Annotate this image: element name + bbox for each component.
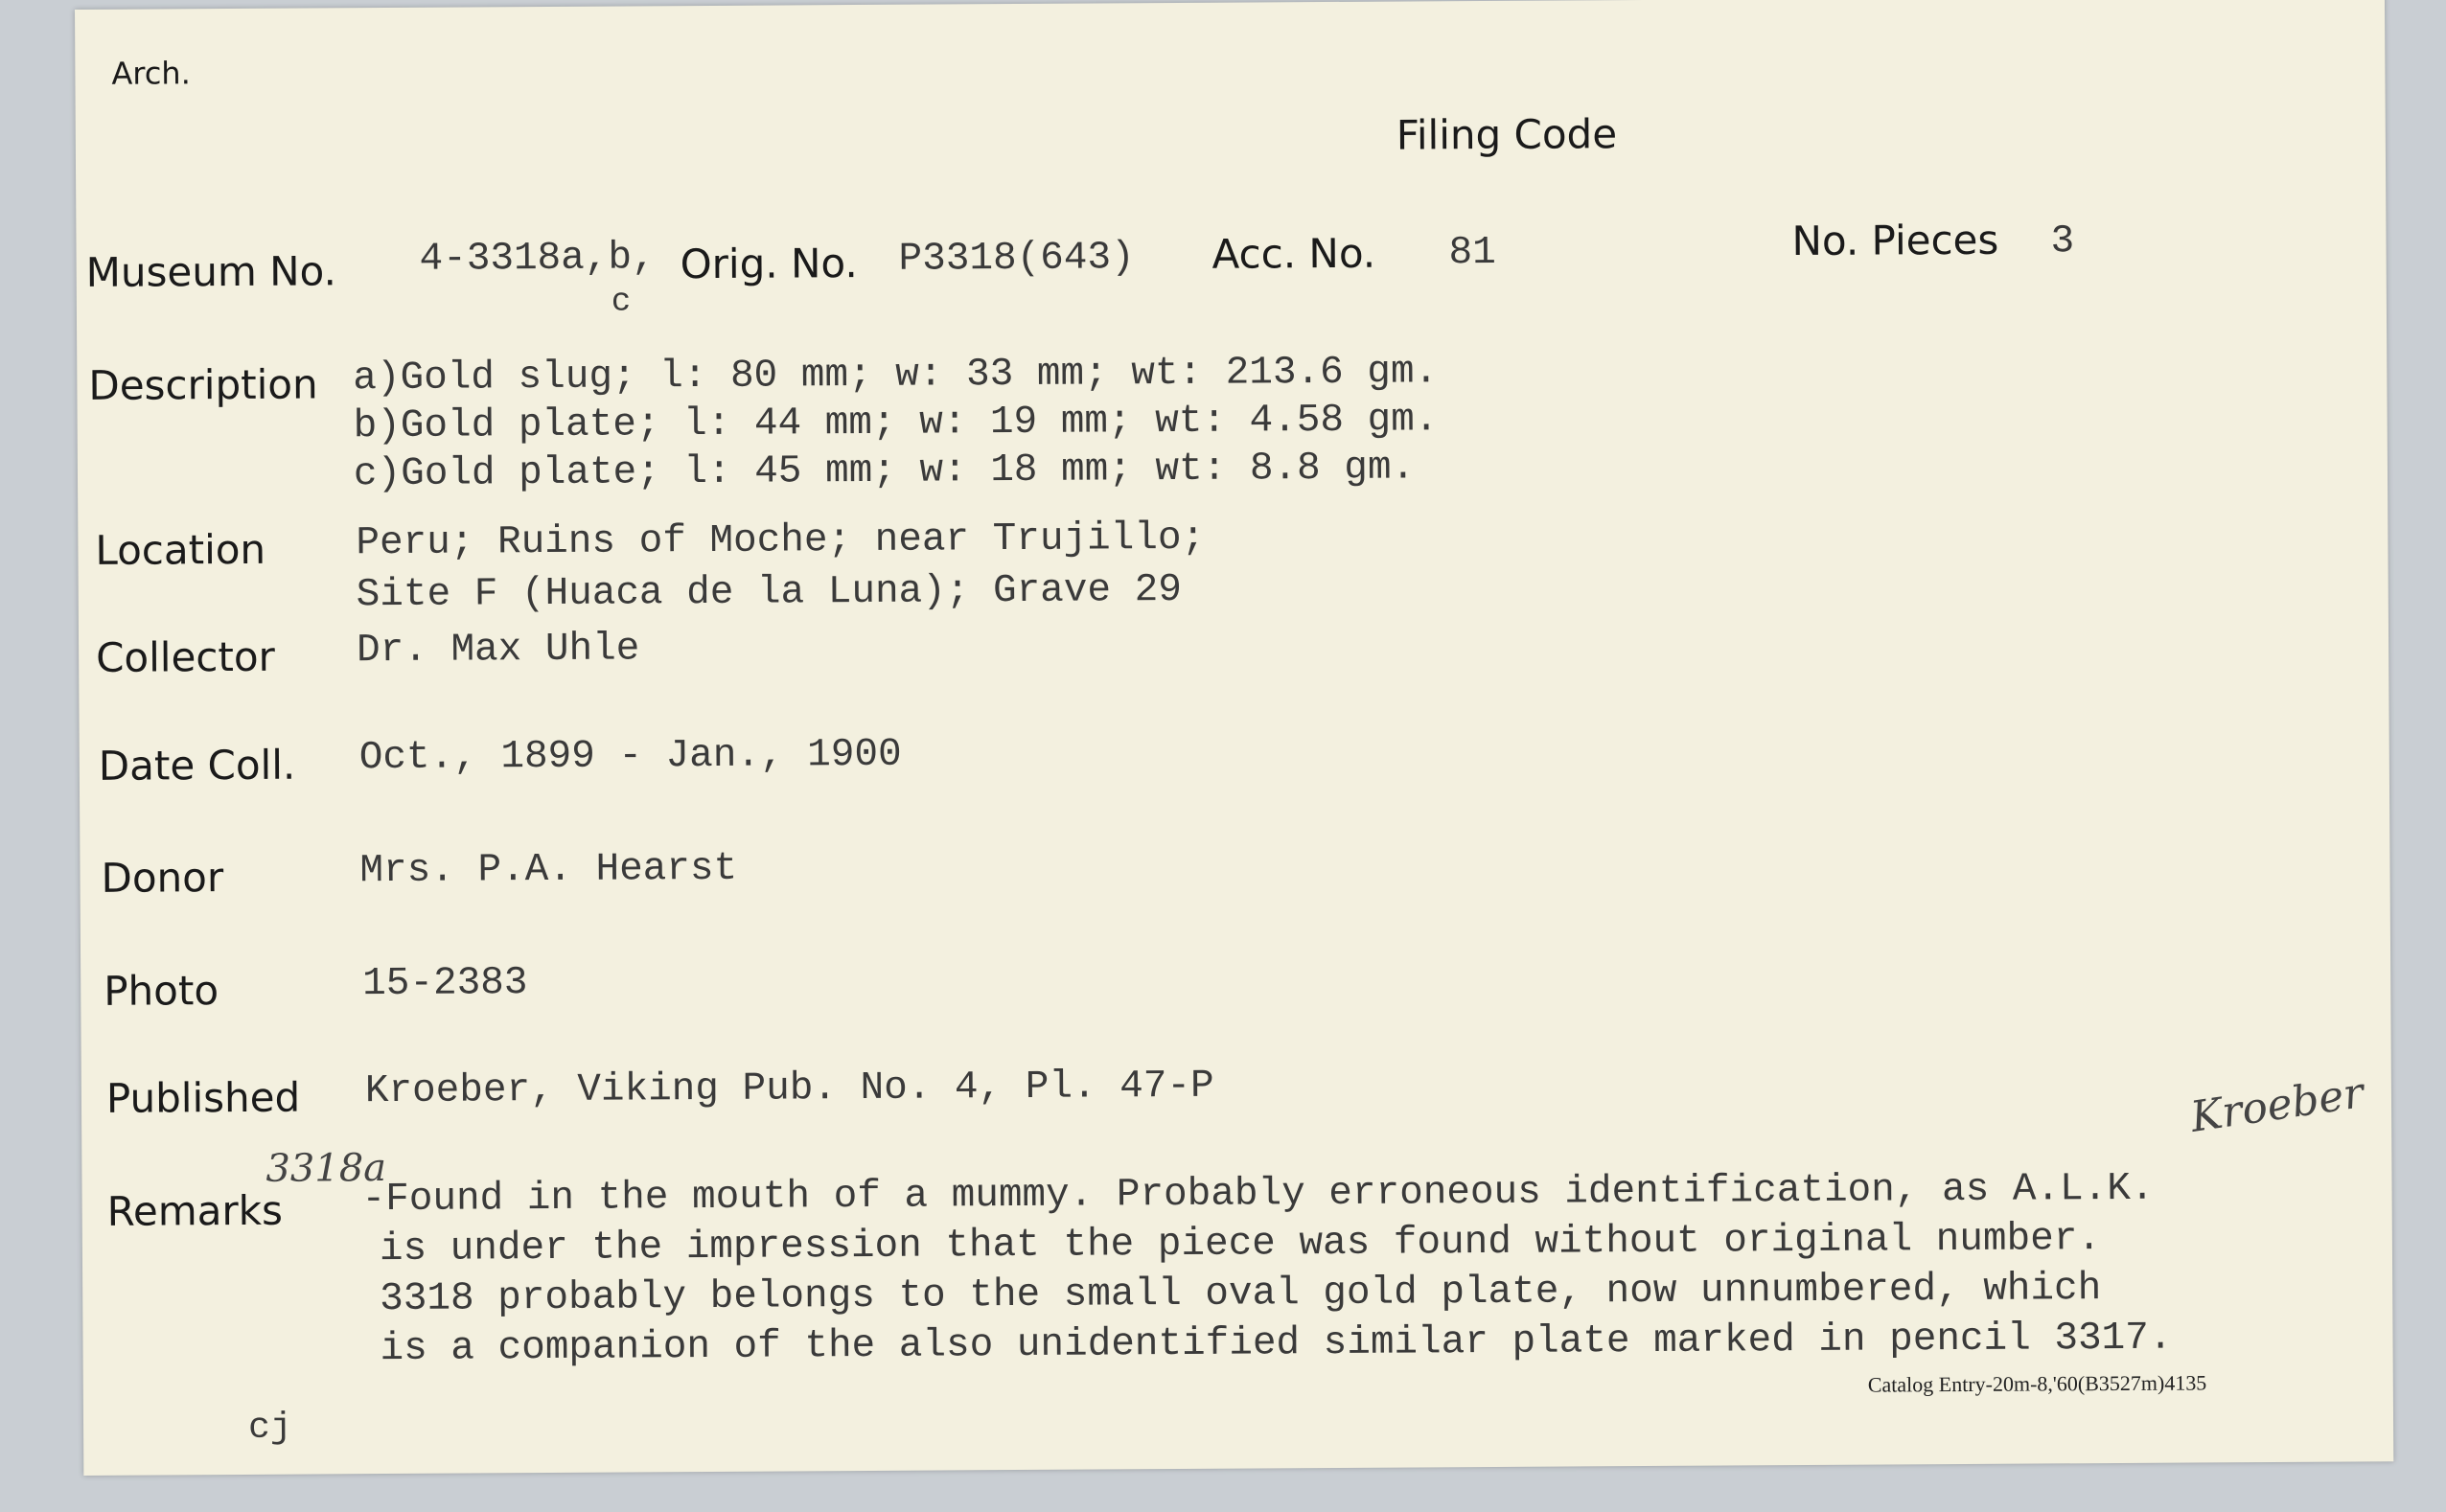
remarks-handwritten-number: 3318a	[265, 1146, 387, 1191]
museum-no-value: 4-3318a,b,	[419, 236, 656, 282]
orig-no-value: P3318(643)	[898, 236, 1135, 282]
description-label: Description	[88, 360, 318, 409]
remarks-line: 3318 probably belongs to the small oval gold plate, now unnumbered, which	[380, 1267, 2102, 1322]
published-value: Kroeber, Viking Pub. No. 4, Pl. 47-P	[364, 1064, 1214, 1114]
location-lines	[356, 513, 1205, 621]
location-line: Site F (Huaca de la Luna); Grave 29	[356, 567, 1183, 618]
catalog-card	[75, 0, 2393, 1476]
collector-label: Collector	[95, 632, 276, 681]
donor-label: Donor	[101, 854, 224, 902]
photo-label: Photo	[104, 967, 219, 1015]
print-code: Catalog Entry-20m-8,'60(B3527m)4135	[1867, 1370, 2207, 1397]
remarks-line: is a companion of the also unidentified similar plate marked in pencil 3317.	[380, 1316, 2173, 1372]
orig-no-label: Orig. No.	[680, 240, 858, 288]
department-label: Arch.	[111, 55, 191, 92]
acc-no-value: 81	[1448, 230, 1496, 276]
museum-no-subvalue: c	[611, 284, 632, 321]
date-coll-value: Oct., 1899 - Jan., 1900	[358, 732, 902, 781]
location-label: Location	[95, 525, 266, 574]
date-coll-label: Date Coll.	[98, 741, 296, 790]
no-pieces-label: No. Pieces	[1791, 216, 1999, 265]
description-line: a)Gold slug; l: 80 mm; w: 33 mm; wt: 213.6 gm.	[353, 350, 1439, 401]
remarks-label: Remarks	[106, 1186, 284, 1235]
description-lines	[353, 348, 1439, 498]
description-line: c)Gold plate; l: 45 mm; w: 18 mm; wt: 8.8 gm.	[353, 446, 1416, 497]
museum-no-label: Museum No.	[85, 247, 337, 296]
acc-no-label: Acc. No.	[1211, 229, 1376, 278]
donor-value: Mrs. P.A. Hearst	[359, 846, 738, 894]
collector-value: Dr. Max Uhle	[356, 627, 640, 674]
published-label: Published	[105, 1073, 301, 1122]
initials: cj	[247, 1407, 292, 1449]
filing-code-label: Filing Code	[1396, 110, 1618, 159]
description-line: b)Gold plate; l: 44 mm; w: 19 mm; wt: 4.58 gm.	[353, 398, 1439, 449]
remarks-line: is under the impression that the piece was found without original number.	[379, 1217, 2102, 1272]
remarks-line: -Found in the mouth of a mummy. Probably erroneous identification, as A.L.K.	[361, 1166, 2155, 1223]
location-line: Peru; Ruins of Moche; near Trujillo;	[356, 515, 1206, 566]
photo-value: 15-2383	[362, 961, 528, 1007]
remarks-lines	[361, 1164, 2172, 1375]
no-pieces-value: 3	[2050, 219, 2075, 264]
handwritten-annotation: Kroeber	[2187, 1068, 2367, 1142]
